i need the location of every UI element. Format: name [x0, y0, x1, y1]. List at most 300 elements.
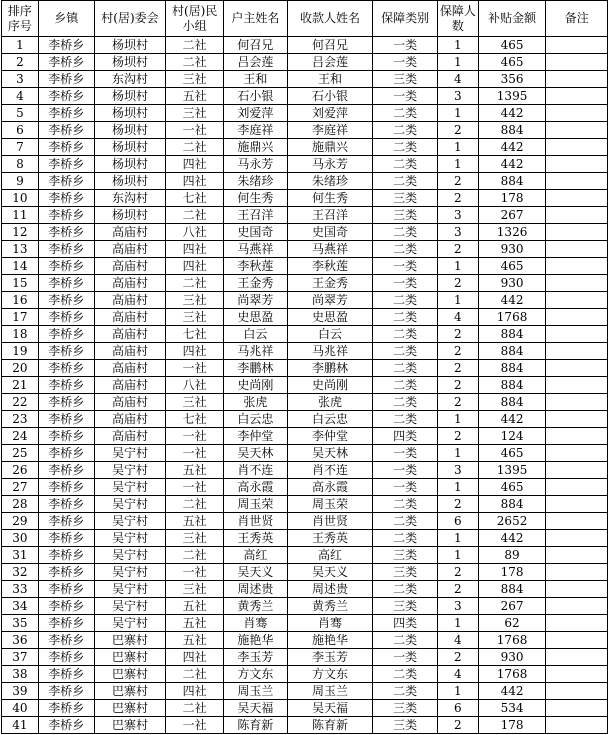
- table-row: [2, 598, 608, 615]
- cell-householder-name: 刘爱萍: [224, 105, 288, 122]
- cell-remarks: [546, 71, 608, 88]
- cell-village-committee: 巴寨村: [94, 666, 166, 683]
- cell-subsidy-amount: 465: [478, 479, 546, 496]
- cell-serial-number: 41: [2, 717, 39, 734]
- table-row: [2, 377, 608, 394]
- cell-villager-group: 二社: [166, 496, 224, 513]
- cell-payee-name: 张虎: [287, 394, 373, 411]
- cell-remarks: [546, 496, 608, 513]
- cell-remarks: [546, 479, 608, 496]
- cell-householder-name: 李秋莲: [224, 258, 288, 275]
- cell-township: 李桥乡: [38, 139, 94, 156]
- cell-payee-name: 马永芳: [287, 156, 373, 173]
- cell-village-committee: 杨坝村: [94, 54, 166, 71]
- cell-payee-name: 王秀英: [287, 530, 373, 547]
- table-row: [2, 258, 608, 275]
- table-row: [2, 105, 608, 122]
- cell-security-category: 一类: [373, 445, 438, 462]
- cell-remarks: [546, 581, 608, 598]
- cell-village-committee: 巴寨村: [94, 717, 166, 734]
- cell-householder-name: 马燕祥: [224, 241, 288, 258]
- table-row: [2, 700, 608, 717]
- table-row: [2, 717, 608, 734]
- table-row: [2, 224, 608, 241]
- cell-subsidy-amount: 89: [478, 547, 546, 564]
- cell-villager-group: 三社: [166, 105, 224, 122]
- cell-subsidy-amount: 442: [478, 105, 546, 122]
- cell-villager-group: 三社: [166, 581, 224, 598]
- cell-village-committee: 高庙村: [94, 360, 166, 377]
- table-row: [2, 394, 608, 411]
- cell-householder-name: 王和: [224, 71, 288, 88]
- cell-covered-persons: 6: [437, 513, 478, 530]
- cell-security-category: 二类: [373, 173, 438, 190]
- cell-security-category: 三类: [373, 700, 438, 717]
- cell-householder-name: 肖骞: [224, 615, 288, 632]
- cell-security-category: 三类: [373, 717, 438, 734]
- cell-township: 李桥乡: [38, 598, 94, 615]
- cell-householder-name: 李庭祥: [224, 122, 288, 139]
- cell-subsidy-amount: 884: [478, 343, 546, 360]
- cell-village-committee: 巴寨村: [94, 649, 166, 666]
- cell-remarks: [546, 428, 608, 445]
- table-row: [2, 428, 608, 445]
- cell-householder-name: 吴天义: [224, 564, 288, 581]
- cell-village-committee: 高庙村: [94, 224, 166, 241]
- cell-remarks: [546, 88, 608, 105]
- cell-township: 李桥乡: [38, 258, 94, 275]
- cell-subsidy-amount: 2652: [478, 513, 546, 530]
- cell-covered-persons: 1: [437, 445, 478, 462]
- cell-payee-name: 史国奇: [287, 224, 373, 241]
- cell-village-committee: 杨坝村: [94, 88, 166, 105]
- cell-villager-group: 二社: [166, 207, 224, 224]
- cell-subsidy-amount: 534: [478, 700, 546, 717]
- cell-village-committee: 吴宁村: [94, 598, 166, 615]
- cell-serial-number: 40: [2, 700, 39, 717]
- table-row: [2, 326, 608, 343]
- cell-remarks: [546, 394, 608, 411]
- cell-village-committee: 吴宁村: [94, 581, 166, 598]
- cell-householder-name: 施鼎兴: [224, 139, 288, 156]
- cell-villager-group: 五社: [166, 632, 224, 649]
- cell-villager-group: 一社: [166, 564, 224, 581]
- cell-villager-group: 三社: [166, 292, 224, 309]
- cell-security-category: 二类: [373, 411, 438, 428]
- cell-village-committee: 吴宁村: [94, 615, 166, 632]
- cell-township: 李桥乡: [38, 666, 94, 683]
- cell-village-committee: 吴宁村: [94, 564, 166, 581]
- header-village-committee: 村(居)委会: [94, 1, 166, 37]
- cell-security-category: 三类: [373, 547, 438, 564]
- cell-village-committee: 杨坝村: [94, 37, 166, 54]
- cell-remarks: [546, 122, 608, 139]
- cell-township: 李桥乡: [38, 394, 94, 411]
- cell-serial-number: 21: [2, 377, 39, 394]
- cell-serial-number: 13: [2, 241, 39, 258]
- cell-remarks: [546, 666, 608, 683]
- cell-serial-number: 23: [2, 411, 39, 428]
- cell-subsidy-amount: 442: [478, 530, 546, 547]
- table-row: [2, 462, 608, 479]
- table-row: [2, 173, 608, 190]
- header-subsidy-amount: 补贴金额: [478, 1, 546, 37]
- cell-remarks: [546, 156, 608, 173]
- table-row: [2, 530, 608, 547]
- cell-villager-group: 一社: [166, 122, 224, 139]
- cell-security-category: 二类: [373, 122, 438, 139]
- cell-subsidy-amount: 442: [478, 411, 546, 428]
- cell-township: 李桥乡: [38, 700, 94, 717]
- cell-covered-persons: 4: [437, 632, 478, 649]
- cell-serial-number: 10: [2, 190, 39, 207]
- cell-serial-number: 22: [2, 394, 39, 411]
- cell-township: 李桥乡: [38, 190, 94, 207]
- cell-payee-name: 李秋莲: [287, 258, 373, 275]
- cell-remarks: [546, 530, 608, 547]
- cell-security-category: 二类: [373, 326, 438, 343]
- cell-township: 李桥乡: [38, 173, 94, 190]
- cell-covered-persons: 2: [437, 428, 478, 445]
- table-row: [2, 547, 608, 564]
- cell-township: 李桥乡: [38, 275, 94, 292]
- cell-security-category: 二类: [373, 632, 438, 649]
- cell-covered-persons: 1: [437, 479, 478, 496]
- cell-covered-persons: 1: [437, 292, 478, 309]
- cell-township: 李桥乡: [38, 632, 94, 649]
- cell-payee-name: 高红: [287, 547, 373, 564]
- cell-township: 李桥乡: [38, 496, 94, 513]
- table-row: [2, 615, 608, 632]
- table-header: [2, 1, 608, 37]
- cell-covered-persons: 2: [437, 717, 478, 734]
- cell-serial-number: 8: [2, 156, 39, 173]
- cell-householder-name: 尚翠芳: [224, 292, 288, 309]
- table-row: [2, 479, 608, 496]
- cell-villager-group: 二社: [166, 139, 224, 156]
- cell-remarks: [546, 309, 608, 326]
- cell-township: 李桥乡: [38, 156, 94, 173]
- cell-security-category: 二类: [373, 496, 438, 513]
- cell-covered-persons: 2: [437, 496, 478, 513]
- cell-covered-persons: 2: [437, 275, 478, 292]
- table-row: [2, 343, 608, 360]
- cell-remarks: [546, 564, 608, 581]
- cell-serial-number: 11: [2, 207, 39, 224]
- table-row: [2, 683, 608, 700]
- table-body: [2, 37, 608, 734]
- cell-serial-number: 24: [2, 428, 39, 445]
- cell-payee-name: 王金秀: [287, 275, 373, 292]
- cell-payee-name: 尚翠芳: [287, 292, 373, 309]
- table-row: [2, 360, 608, 377]
- cell-subsidy-amount: 884: [478, 394, 546, 411]
- cell-villager-group: 二社: [166, 666, 224, 683]
- cell-township: 李桥乡: [38, 71, 94, 88]
- cell-security-category: 一类: [373, 54, 438, 71]
- header-payee-name: 收款人姓名: [287, 1, 373, 37]
- cell-householder-name: 王召洋: [224, 207, 288, 224]
- cell-villager-group: 二社: [166, 275, 224, 292]
- cell-remarks: [546, 683, 608, 700]
- cell-covered-persons: 1: [437, 683, 478, 700]
- cell-remarks: [546, 207, 608, 224]
- cell-payee-name: 陈育新: [287, 717, 373, 734]
- cell-village-committee: 杨坝村: [94, 207, 166, 224]
- cell-remarks: [546, 224, 608, 241]
- cell-payee-name: 肖不连: [287, 462, 373, 479]
- cell-village-committee: 高庙村: [94, 275, 166, 292]
- cell-township: 李桥乡: [38, 717, 94, 734]
- cell-householder-name: 张虎: [224, 394, 288, 411]
- cell-village-committee: 吴宁村: [94, 479, 166, 496]
- cell-serial-number: 16: [2, 292, 39, 309]
- cell-payee-name: 周述贵: [287, 581, 373, 598]
- cell-villager-group: 一社: [166, 479, 224, 496]
- cell-payee-name: 李玉芳: [287, 649, 373, 666]
- cell-householder-name: 黄秀兰: [224, 598, 288, 615]
- cell-township: 李桥乡: [38, 547, 94, 564]
- cell-payee-name: 周玉兰: [287, 683, 373, 700]
- cell-villager-group: 一社: [166, 445, 224, 462]
- cell-security-category: 二类: [373, 309, 438, 326]
- cell-householder-name: 高永霞: [224, 479, 288, 496]
- cell-covered-persons: 3: [437, 207, 478, 224]
- table-row: [2, 190, 608, 207]
- cell-subsidy-amount: 930: [478, 241, 546, 258]
- cell-township: 李桥乡: [38, 292, 94, 309]
- cell-security-category: 二类: [373, 581, 438, 598]
- cell-payee-name: 肖骞: [287, 615, 373, 632]
- cell-householder-name: 肖不连: [224, 462, 288, 479]
- cell-remarks: [546, 326, 608, 343]
- cell-subsidy-amount: 1395: [478, 88, 546, 105]
- cell-subsidy-amount: 930: [478, 649, 546, 666]
- cell-security-category: 三类: [373, 190, 438, 207]
- cell-householder-name: 李仲堂: [224, 428, 288, 445]
- cell-serial-number: 5: [2, 105, 39, 122]
- cell-subsidy-amount: 442: [478, 292, 546, 309]
- cell-householder-name: 方文东: [224, 666, 288, 683]
- cell-covered-persons: 2: [437, 190, 478, 207]
- cell-villager-group: 五社: [166, 462, 224, 479]
- cell-subsidy-amount: 1326: [478, 224, 546, 241]
- cell-village-committee: 杨坝村: [94, 156, 166, 173]
- cell-township: 李桥乡: [38, 122, 94, 139]
- cell-covered-persons: 2: [437, 173, 478, 190]
- cell-serial-number: 38: [2, 666, 39, 683]
- cell-householder-name: 施艳华: [224, 632, 288, 649]
- cell-householder-name: 白云忠: [224, 411, 288, 428]
- cell-covered-persons: 2: [437, 122, 478, 139]
- cell-security-category: 二类: [373, 292, 438, 309]
- cell-serial-number: 36: [2, 632, 39, 649]
- cell-village-committee: 吴宁村: [94, 547, 166, 564]
- cell-householder-name: 李鹏林: [224, 360, 288, 377]
- cell-serial-number: 14: [2, 258, 39, 275]
- cell-subsidy-amount: 1768: [478, 632, 546, 649]
- cell-subsidy-amount: 884: [478, 122, 546, 139]
- cell-householder-name: 马兆祥: [224, 343, 288, 360]
- cell-security-category: 四类: [373, 428, 438, 445]
- cell-subsidy-amount: 884: [478, 377, 546, 394]
- cell-security-category: 四类: [373, 615, 438, 632]
- cell-covered-persons: 2: [437, 360, 478, 377]
- cell-village-committee: 高庙村: [94, 377, 166, 394]
- cell-village-committee: 巴寨村: [94, 683, 166, 700]
- cell-village-committee: 吴宁村: [94, 530, 166, 547]
- cell-township: 李桥乡: [38, 241, 94, 258]
- cell-village-committee: 杨坝村: [94, 122, 166, 139]
- cell-village-committee: 东沟村: [94, 190, 166, 207]
- cell-serial-number: 33: [2, 581, 39, 598]
- cell-village-committee: 杨坝村: [94, 173, 166, 190]
- cell-payee-name: 马兆祥: [287, 343, 373, 360]
- cell-remarks: [546, 632, 608, 649]
- cell-covered-persons: 2: [437, 377, 478, 394]
- table-row: [2, 309, 608, 326]
- cell-householder-name: 何生秀: [224, 190, 288, 207]
- cell-covered-persons: 1: [437, 615, 478, 632]
- cell-covered-persons: 1: [437, 54, 478, 71]
- cell-security-category: 一类: [373, 275, 438, 292]
- cell-payee-name: 高永霞: [287, 479, 373, 496]
- header-serial-number: 排序序号: [2, 1, 39, 37]
- cell-villager-group: 七社: [166, 190, 224, 207]
- cell-covered-persons: 3: [437, 88, 478, 105]
- table-row: [2, 241, 608, 258]
- cell-serial-number: 6: [2, 122, 39, 139]
- cell-villager-group: 三社: [166, 394, 224, 411]
- cell-covered-persons: 6: [437, 700, 478, 717]
- cell-villager-group: 五社: [166, 513, 224, 530]
- cell-remarks: [546, 139, 608, 156]
- cell-remarks: [546, 462, 608, 479]
- cell-payee-name: 王和: [287, 71, 373, 88]
- cell-payee-name: 王召洋: [287, 207, 373, 224]
- cell-householder-name: 马永芳: [224, 156, 288, 173]
- cell-payee-name: 吴天福: [287, 700, 373, 717]
- cell-villager-group: 八社: [166, 224, 224, 241]
- cell-villager-group: 四社: [166, 343, 224, 360]
- cell-security-category: 三类: [373, 564, 438, 581]
- cell-payee-name: 李庭祥: [287, 122, 373, 139]
- cell-village-committee: 高庙村: [94, 428, 166, 445]
- cell-payee-name: 白云: [287, 326, 373, 343]
- cell-serial-number: 9: [2, 173, 39, 190]
- cell-security-category: 一类: [373, 88, 438, 105]
- cell-village-committee: 巴寨村: [94, 700, 166, 717]
- cell-village-committee: 高庙村: [94, 411, 166, 428]
- cell-remarks: [546, 598, 608, 615]
- cell-subsidy-amount: 465: [478, 445, 546, 462]
- cell-villager-group: 八社: [166, 377, 224, 394]
- cell-security-category: 二类: [373, 139, 438, 156]
- cell-subsidy-amount: 1768: [478, 666, 546, 683]
- cell-covered-persons: 1: [437, 258, 478, 275]
- cell-householder-name: 何召兄: [224, 37, 288, 54]
- table-row: [2, 54, 608, 71]
- cell-villager-group: 三社: [166, 71, 224, 88]
- table-row: [2, 139, 608, 156]
- cell-villager-group: 二社: [166, 37, 224, 54]
- cell-subsidy-amount: 267: [478, 598, 546, 615]
- cell-householder-name: 李玉芳: [224, 649, 288, 666]
- cell-householder-name: 高红: [224, 547, 288, 564]
- cell-payee-name: 史思盈: [287, 309, 373, 326]
- cell-remarks: [546, 105, 608, 122]
- cell-village-committee: 杨坝村: [94, 139, 166, 156]
- cell-remarks: [546, 513, 608, 530]
- cell-payee-name: 方文东: [287, 666, 373, 683]
- cell-covered-persons: 2: [437, 581, 478, 598]
- cell-householder-name: 周述贵: [224, 581, 288, 598]
- cell-covered-persons: 1: [437, 105, 478, 122]
- cell-villager-group: 四社: [166, 156, 224, 173]
- cell-township: 李桥乡: [38, 581, 94, 598]
- cell-security-category: 二类: [373, 241, 438, 258]
- table-row: [2, 37, 608, 54]
- cell-serial-number: 15: [2, 275, 39, 292]
- cell-payee-name: 朱绪珍: [287, 173, 373, 190]
- cell-township: 李桥乡: [38, 224, 94, 241]
- cell-township: 李桥乡: [38, 428, 94, 445]
- cell-covered-persons: 3: [437, 462, 478, 479]
- cell-serial-number: 27: [2, 479, 39, 496]
- table-row: [2, 156, 608, 173]
- table-row: [2, 445, 608, 462]
- cell-remarks: [546, 717, 608, 734]
- cell-subsidy-amount: 356: [478, 71, 546, 88]
- header-villager-group: 村(居)民小组: [166, 1, 224, 37]
- table-row: [2, 632, 608, 649]
- cell-villager-group: 五社: [166, 88, 224, 105]
- cell-security-category: 二类: [373, 377, 438, 394]
- cell-villager-group: 一社: [166, 428, 224, 445]
- cell-householder-name: 陈育新: [224, 717, 288, 734]
- cell-remarks: [546, 258, 608, 275]
- cell-village-committee: 高庙村: [94, 326, 166, 343]
- table-row: [2, 513, 608, 530]
- cell-subsidy-amount: 178: [478, 564, 546, 581]
- cell-serial-number: 25: [2, 445, 39, 462]
- cell-subsidy-amount: 442: [478, 156, 546, 173]
- cell-security-category: 二类: [373, 513, 438, 530]
- cell-village-committee: 吴宁村: [94, 496, 166, 513]
- cell-township: 李桥乡: [38, 88, 94, 105]
- cell-covered-persons: 4: [437, 666, 478, 683]
- cell-security-category: 二类: [373, 394, 438, 411]
- cell-villager-group: 四社: [166, 241, 224, 258]
- cell-villager-group: 三社: [166, 530, 224, 547]
- cell-remarks: [546, 292, 608, 309]
- cell-township: 李桥乡: [38, 207, 94, 224]
- cell-payee-name: 石小银: [287, 88, 373, 105]
- cell-payee-name: 吴天林: [287, 445, 373, 462]
- cell-householder-name: 史尚刚: [224, 377, 288, 394]
- cell-villager-group: 四社: [166, 258, 224, 275]
- cell-township: 李桥乡: [38, 37, 94, 54]
- cell-security-category: 一类: [373, 462, 438, 479]
- cell-serial-number: 19: [2, 343, 39, 360]
- cell-villager-group: 一社: [166, 717, 224, 734]
- cell-subsidy-amount: 465: [478, 258, 546, 275]
- cell-villager-group: 四社: [166, 173, 224, 190]
- cell-householder-name: 肖世贤: [224, 513, 288, 530]
- cell-township: 李桥乡: [38, 530, 94, 547]
- table-row: [2, 649, 608, 666]
- table-row: [2, 207, 608, 224]
